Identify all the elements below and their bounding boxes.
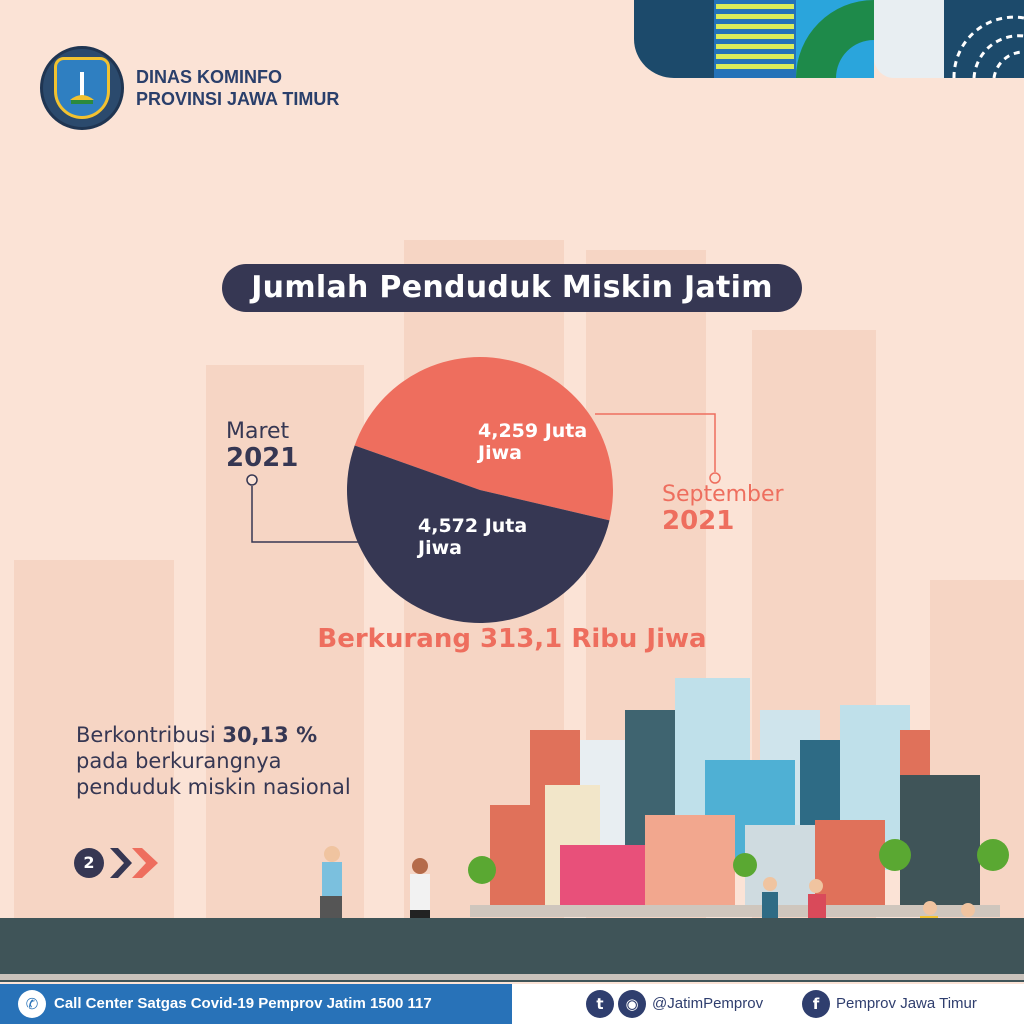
contribution-line-2: pada berkurangnya (76, 749, 282, 773)
period-label-september (662, 483, 784, 535)
facebook-icon[interactable]: f (802, 990, 830, 1018)
slice-unit-maret: Jiwa (418, 537, 462, 559)
call-center-rest: Covid-19 Pemprov Jatim 1500 117 (190, 995, 432, 1012)
contribution-prefix: Berkontribusi (76, 723, 223, 747)
org-line-1: DINAS KOMINFO (136, 67, 282, 87)
slice-label-maret (418, 515, 527, 559)
poverty-pie-chart (345, 355, 615, 625)
period-year-maret: 2021 (226, 443, 299, 473)
call-center-text (54, 984, 432, 1024)
contribution-line-3: penduduk miskin nasional (76, 775, 351, 799)
period-year-september: 2021 (662, 506, 735, 536)
page-title: Jumlah Penduduk Miskin Jatim (222, 264, 802, 312)
instagram-icon[interactable]: ◉ (618, 990, 646, 1018)
next-arrows-icon[interactable] (108, 846, 164, 880)
org-line-2: PROVINSI JAWA TIMUR (136, 89, 340, 109)
period-month-september: September (662, 482, 784, 507)
road-sidewalk (0, 974, 1024, 980)
leader-dot-maret (247, 475, 257, 485)
social-handle[interactable]: @JatimPemprov (652, 995, 764, 1012)
slice-value-september: 4,259 Juta (478, 420, 588, 442)
facebook-name[interactable]: Pemprov Jawa Timur (836, 995, 977, 1012)
footer-social (512, 984, 1024, 1024)
slice-value-maret: 4,572 Juta (418, 515, 528, 537)
road (0, 918, 1024, 982)
slice-unit-september: Jiwa (478, 442, 522, 464)
contribution-percent: 30,13 % (222, 723, 318, 747)
twitter-icon[interactable]: t (586, 990, 614, 1018)
reduction-text: Berkurang 313,1 Ribu Jiwa (317, 624, 707, 654)
phone-icon[interactable]: ✆ (18, 990, 46, 1018)
page-number-badge: 2 (74, 848, 104, 878)
footer-bar (0, 984, 1024, 1024)
footer-call-center (0, 984, 512, 1024)
period-month-maret: Maret (226, 419, 290, 444)
period-label-maret (226, 420, 298, 472)
contribution-text (76, 722, 351, 800)
slice-label-september (478, 420, 587, 464)
call-center-prefix: Call Center Satgas (54, 995, 191, 1012)
